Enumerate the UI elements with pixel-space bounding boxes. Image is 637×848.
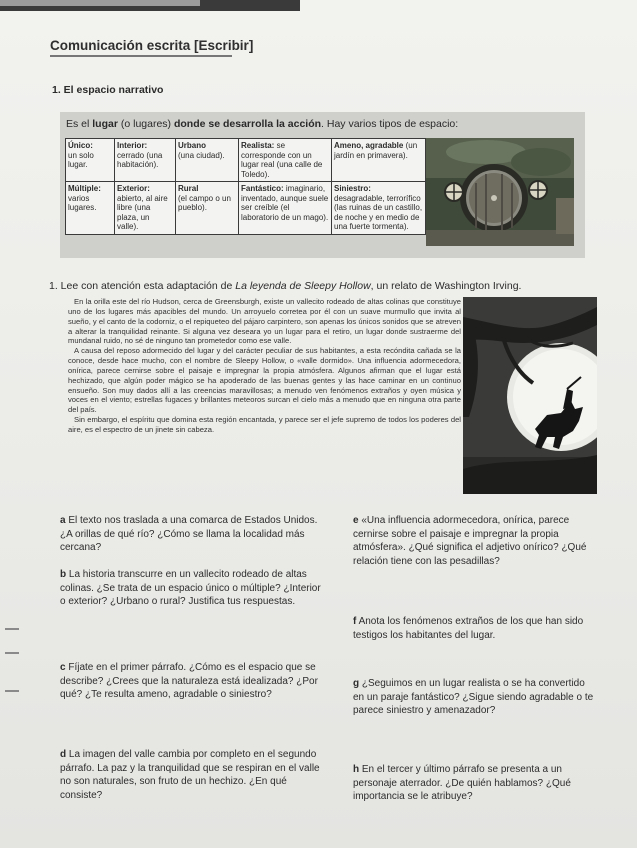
table-row (66, 139, 426, 182)
hobbit-door-illustration (426, 138, 574, 246)
question-1: 1. Lee con atención esta adaptación de La leyenda de Sleepy Hollow, un relato de Washington Irving. (49, 280, 522, 292)
table-cell: Realista: se corresponde con un lugar real (una calle de Toledo). (239, 139, 332, 182)
space-definition: Es el lugar (o lugares) donde se desarrolla la acción. Hay varios tipos de espacio: (66, 118, 459, 130)
question-e: e «Una influencia adormecedora, onírica, parece cernirse sobre el paisaje e impregnar la propia atmósfera». ¿Qué significa el adjetivo onírico? ¿Qué relación tiene con las pesadillas? (353, 515, 587, 567)
top-edge-bar-light (0, 0, 200, 6)
table-cell: Interior: cerrado (una habitación). (115, 139, 176, 182)
reading-paragraph: A causa del reposo adormecido del lugar y del carácter peculiar de sus habitantes, a esta recóndita cañada se la conoce, desde hace mucho, con el nombre de Sleepy Hollow, o «valle dormido». Una influencia adormecedora, onírica, parece cernirse sobre el paisaje e impregnar la propia atmósfera. Algunos afirman que el lugar está hechizado, que algún poder mágico se ha apoderado de las buenas gentes y las hace caminar en un continuo ensueño. Son muy dados allí a las creencias maravillosas; a menudo ven fenómenos extraños y oyen música y voces en el viento; estrellas fugaces y brillantes meteoros surcan el cielo más a menudo que en ninguna otra parte del país. (68, 346, 461, 415)
headless-horseman-illustration (463, 297, 597, 494)
reading-paragraph: Sin embargo, el espíritu que domina esta región encantada, y parece ser el jefe supremo de todos los poderes del aire, es el espectro de un jinete sin cabeza. (68, 415, 461, 434)
table-cell: Ameno, agradable (un jardín en primavera). (332, 139, 426, 182)
question-g: g ¿Seguimos en un lugar realista o se ha convertido en un paraje fantástico? ¿Sigue siendo agradable o te parece siniestro y amenazador? (353, 678, 594, 716)
margin-mark (5, 690, 19, 692)
page-title: Comunicación escrita [Escribir] (50, 38, 254, 53)
title-underline (50, 55, 232, 57)
table-cell: Exterior: abierto, al aire libre (una plaza, un valle). (115, 182, 176, 235)
question-c: c Fíjate en el primer párrafo. ¿Cómo es el espacio que se describe? ¿Crees que la naturaleza está idealizada? ¿Por qué? ¿Te resulta ameno, agradable o siniestro? (60, 662, 318, 700)
table-cell: Múltiple: varios lugares. (66, 182, 115, 235)
space-types-table (65, 138, 426, 235)
question-f: f Anota los fenómenos extraños de los que han sido testigos los habitantes del lugar. (353, 616, 584, 641)
section-heading: 1. El espacio narrativo (52, 84, 164, 96)
table-cell: Urbano (una ciudad). (176, 139, 239, 182)
margin-mark (5, 628, 19, 630)
table-cell: Fantástico: imaginario, inventado, aunque suele ser creíble (el laboratorio de un mago). (239, 182, 332, 235)
table-row (66, 182, 426, 235)
reading-paragraph: En la orilla este del río Hudson, cerca de Greensburgh, existe un vallecito rodeado de altas colinas que constituye uno de los lugares más apacibles del mundo. Un arroyuelo corretea por él con un suave murmullo que invita al sueño, y el canto de la codorniz, o el repiqueteo del pájaro carpintero, son apenas los únicos sonidos que se atreven a alterar la tranquilidad reinante. Si alguna vez deseara yo un lugar para el retiro, un lugar donde sustraerme del mundanal ruido, no sé de ninguno tan prometedor como ese valle. (68, 297, 461, 346)
table-cell: Único: un solo lugar. (66, 139, 115, 182)
question-h: h En el tercer y último párrafo se presenta a un personaje aterrador. ¿De quién hablamos? ¿Qué importancia se le atribuye? (353, 764, 571, 802)
question-d: d La imagen del valle cambia por completo en el segundo párrafo. La paz y la tranquilidad que se respiran en el valle no son naturales, son fruto de un hechizo. ¿En qué consiste? (60, 749, 320, 801)
margin-mark (5, 652, 19, 654)
table-cell: Siniestro: desagradable, terrorífico (las ruinas de un castillo, de noche y en medio de una fuerte tormenta). (332, 182, 426, 235)
reading-passage (68, 297, 461, 435)
table-cell: Rural (el campo o un pueblo). (176, 182, 239, 235)
question-a: a El texto nos traslada a una comarca de Estados Unidos. ¿A orillas de qué río? ¿Cómo se llama la localidad más cercana? (60, 515, 318, 553)
question-b: b La historia transcurre en un vallecito rodeado de altas colinas. ¿Se trata de un espacio único o múltiple? ¿Interior o exterior? ¿Urbano o rural? Justifica tus respuestas. (60, 569, 321, 607)
